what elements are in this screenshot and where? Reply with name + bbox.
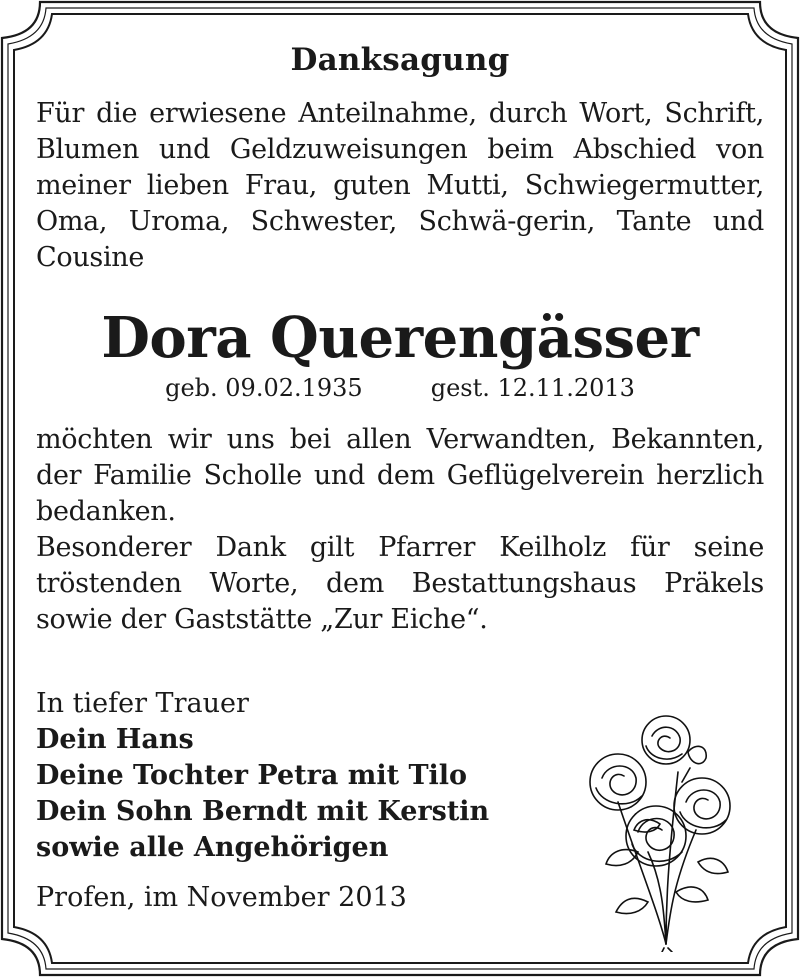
signatory: sowie alle Angehörigen [36,832,389,863]
signatory: Dein Hans [36,724,194,755]
special-thanks-paragraph: Besonderer Dank gilt Pfarrer Keilholz für seine tröstenden Worte, dem Bestattungshaus Präkels sowie der Gaststätte „Zur Eiche“. [36,532,764,635]
signatory: Dein Sohn Berndt mit Kerstin [36,796,490,827]
roses-bouquet-icon [578,712,743,956]
death-date: gest. 12.11.2013 [430,374,635,402]
notice-title: Danksagung [290,42,510,78]
place-date: Profen, im November 2013 [36,882,407,913]
mourning-line: In tiefer Trauer [36,688,249,719]
thanks-paragraph: möchten wir uns bei allen Verwandten, Bekannten, der Familie Scholle und dem Geflügelverein herzlich bedanken. [36,424,764,527]
birth-date: geb. 09.02.1935 [165,374,363,402]
life-dates [36,372,764,404]
intro-text: Für die erwiesene Anteilnahme, durch Wort, Schrift, Blumen und Geldzuweisungen beim Abschied von meiner lieben Frau, guten Mutti, Schwiegermutter, Oma, Uroma, Schwester, Schwä-gerin, Tante und Cousine [36,98,764,273]
deceased-name: Dora Querengässer [101,305,699,371]
signatory: Deine Tochter Petra mit Tilo [36,760,468,791]
